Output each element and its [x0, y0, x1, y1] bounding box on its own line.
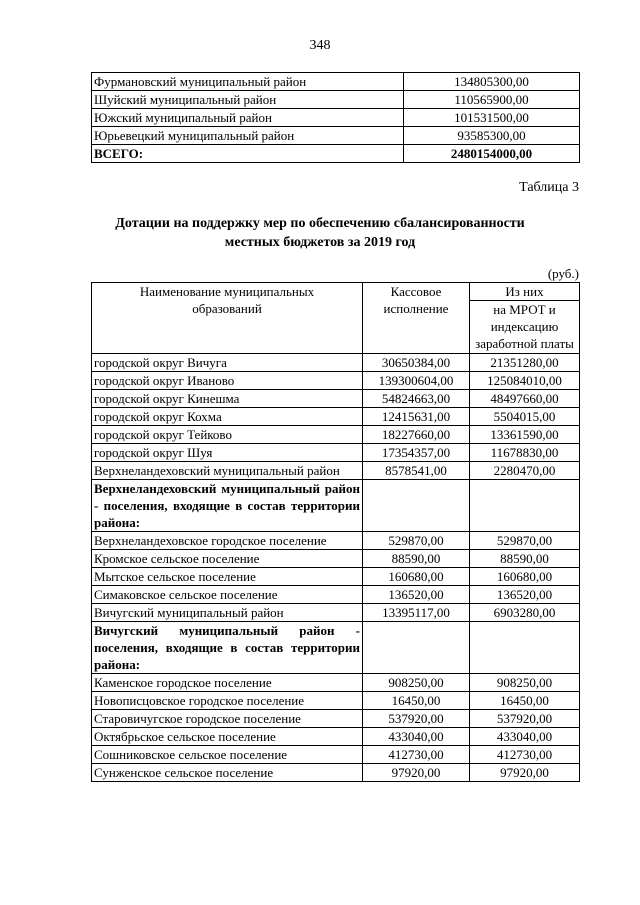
settlement-name: Октябрьское сельское поселение: [92, 728, 363, 746]
table-row: [92, 426, 580, 444]
table-row: [92, 568, 580, 586]
mrot-amount: 16450,00: [470, 692, 580, 710]
mrot-amount: 433040,00: [470, 728, 580, 746]
execution-amount: 537920,00: [363, 710, 470, 728]
total-row: [92, 145, 580, 163]
title-line-1: Дотации на поддержку мер по обеспечению сбалансированности: [115, 216, 525, 231]
table-row: [92, 550, 580, 568]
table-row: [92, 73, 580, 91]
table-label: Таблица 3: [519, 180, 579, 195]
mrot-amount: [470, 622, 580, 674]
table-row: [92, 604, 580, 622]
settlement-name: Верхнеландеховское городское поселение: [92, 532, 363, 550]
execution-amount: 433040,00: [363, 728, 470, 746]
execution-amount: 16450,00: [363, 692, 470, 710]
top-table: [91, 72, 580, 163]
header-of-which: Из них: [470, 283, 580, 301]
execution-amount: 13395117,00: [363, 604, 470, 622]
total-label: ВСЕГО:: [92, 145, 404, 163]
settlement-name: Старовичугское городское поселение: [92, 710, 363, 728]
execution-amount: 136520,00: [363, 586, 470, 604]
settlement-name: городской округ Иваново: [92, 372, 363, 390]
district-name: Фурмановский муниципальный район: [92, 73, 404, 91]
mrot-amount: 537920,00: [470, 710, 580, 728]
execution-amount: 529870,00: [363, 532, 470, 550]
group-header-row: [92, 480, 580, 532]
table-row: [92, 746, 580, 764]
execution-amount: 139300604,00: [363, 372, 470, 390]
settlement-name: Верхнеландеховский муниципальный район: [92, 462, 363, 480]
header-mrot: на МРОТ и индексацию заработной платы: [470, 301, 580, 354]
table-row: [92, 408, 580, 426]
table-row: [92, 674, 580, 692]
execution-amount: 908250,00: [363, 674, 470, 692]
table-row: [92, 710, 580, 728]
settlement-name: Мытское сельское поселение: [92, 568, 363, 586]
mrot-amount: 21351280,00: [470, 354, 580, 372]
mrot-amount: 88590,00: [470, 550, 580, 568]
page-number: 348: [309, 38, 331, 53]
header-execution: Кассовое исполнение: [363, 283, 470, 354]
execution-amount: 54824663,00: [363, 390, 470, 408]
mrot-amount: 908250,00: [470, 674, 580, 692]
district-amount: 110565900,00: [404, 91, 580, 109]
settlement-name: городской округ Тейково: [92, 426, 363, 444]
district-amount: 101531500,00: [404, 109, 580, 127]
settlement-name: городской округ Шуя: [92, 444, 363, 462]
top-table-body: [92, 73, 580, 163]
main-table: [91, 282, 580, 782]
units-label: (руб.): [547, 266, 579, 281]
settlement-name: Верхнеландеховский муниципальный район - поселения, входящие в состав территории района:: [92, 480, 363, 532]
execution-amount: 17354357,00: [363, 444, 470, 462]
table-row: [92, 372, 580, 390]
mrot-amount: 125084010,00: [470, 372, 580, 390]
execution-amount: 30650384,00: [363, 354, 470, 372]
table-row: [92, 764, 580, 782]
settlement-name: Вичугский муниципальный район: [92, 604, 363, 622]
table-row: [92, 444, 580, 462]
total-amount: 2480154000,00: [404, 145, 580, 163]
table-row: [92, 109, 580, 127]
settlement-name: Вичугский муниципальный район - поселения, входящие в состав территории района:: [92, 622, 363, 674]
settlement-name: городской округ Кинешма: [92, 390, 363, 408]
mrot-amount: 48497660,00: [470, 390, 580, 408]
execution-amount: 160680,00: [363, 568, 470, 586]
settlement-name: Симаковское сельское поселение: [92, 586, 363, 604]
mrot-amount: 13361590,00: [470, 426, 580, 444]
mrot-amount: 11678830,00: [470, 444, 580, 462]
table-row: [92, 586, 580, 604]
group-header-row: [92, 622, 580, 674]
execution-amount: [363, 622, 470, 674]
settlement-name: городской округ Кохма: [92, 408, 363, 426]
mrot-amount: 6903280,00: [470, 604, 580, 622]
mrot-amount: 160680,00: [470, 568, 580, 586]
execution-amount: 18227660,00: [363, 426, 470, 444]
settlement-name: Сунженское сельское поселение: [92, 764, 363, 782]
mrot-amount: [470, 480, 580, 532]
table-row: [92, 354, 580, 372]
page-title: [0, 214, 640, 252]
district-name: Южский муниципальный район: [92, 109, 404, 127]
execution-amount: 412730,00: [363, 746, 470, 764]
settlement-name: Новописцовское городское поселение: [92, 692, 363, 710]
district-amount: 93585300,00: [404, 127, 580, 145]
execution-amount: 8578541,00: [363, 462, 470, 480]
table-row: [92, 127, 580, 145]
mrot-amount: 529870,00: [470, 532, 580, 550]
execution-amount: [363, 480, 470, 532]
execution-amount: 12415631,00: [363, 408, 470, 426]
execution-amount: 88590,00: [363, 550, 470, 568]
table-row: [92, 390, 580, 408]
mrot-amount: 5504015,00: [470, 408, 580, 426]
header-name: Наименование муниципальных образований: [92, 283, 363, 354]
settlement-name: Каменское городское поселение: [92, 674, 363, 692]
district-name: Шуйский муниципальный район: [92, 91, 404, 109]
mrot-amount: 136520,00: [470, 586, 580, 604]
mrot-amount: 97920,00: [470, 764, 580, 782]
mrot-amount: 2280470,00: [470, 462, 580, 480]
table-row: [92, 91, 580, 109]
execution-amount: 97920,00: [363, 764, 470, 782]
table-row: [92, 532, 580, 550]
main-table-body: [92, 354, 580, 782]
table-row: [92, 462, 580, 480]
table-row: [92, 728, 580, 746]
district-name: Юрьевецкий муниципальный район: [92, 127, 404, 145]
mrot-amount: 412730,00: [470, 746, 580, 764]
settlement-name: Кромское сельское поселение: [92, 550, 363, 568]
settlement-name: городской округ Вичуга: [92, 354, 363, 372]
main-table-header: [92, 283, 580, 354]
title-line-2: местных бюджетов за 2019 год: [224, 235, 416, 250]
district-amount: 134805300,00: [404, 73, 580, 91]
settlement-name: Сошниковское сельское поселение: [92, 746, 363, 764]
table-row: [92, 692, 580, 710]
